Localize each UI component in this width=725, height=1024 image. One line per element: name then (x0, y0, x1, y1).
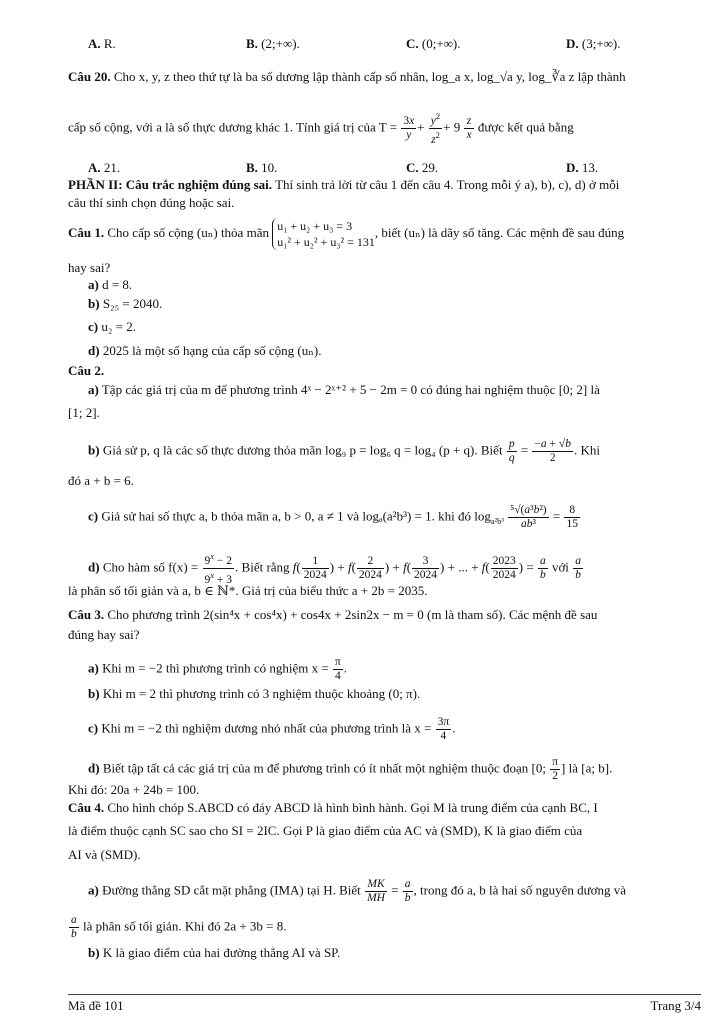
fraction-y2-z2: $\frac{y^2}{z^2}$ (430, 111, 441, 146)
c3-question: Câu 3. Cho phương trình 2(sin⁴x + cos⁴x) + cos4x + 2sin2x − m = 0 (m là tham số). Các mệnh đề sau (68, 607, 598, 622)
q19-option-d: D. (3;+∞). (566, 36, 621, 51)
c4-item-b: b) K là giao điểm của hai đường thẳng AI và SP. (88, 945, 341, 960)
fraction-root5: $\frac{\text{⁵√(a³b²)}}{\text{ab³}}$ (510, 504, 547, 530)
fraction-z-x: $\frac{z}{x}$ (466, 114, 472, 141)
q20-option-b: B. 10. (246, 160, 278, 175)
c2-item-b-cont: đó a + b = 6. (68, 473, 134, 488)
fraction-root-b: $\frac{-a + √b}{2}$ (534, 438, 571, 464)
fraction-mk-mh: $\frac{MK}{MH}$ (367, 878, 385, 904)
c1-question: Câu 1. Cho cấp số cộng (uₙ) thỏa mãn u₁ + u₂ + u₃ = 3 u₁² + u₂² + u₃² = 131 , biết (uₙ) là dãy số tăng. Các mệnh đề sau đúng (68, 219, 625, 249)
c3-item-d-cont: Khi đó: 20a + 24b = 100. (68, 782, 200, 797)
fraction-9x: $\frac{9^x - 2}{9^x + 3}$ (204, 551, 233, 586)
c3-question-cont: đúng hay sai? (68, 627, 140, 642)
c4-line3: AI và (SMD). (68, 847, 141, 862)
c3-item-d: d) Biết tập tất cả các giá trị của m để phương trình có ít nhất một nghiệm thuộc đoạn [0; $\frac{\pi}{2}$ ] là [a; b]. (88, 756, 613, 782)
c3-item-a: a) Khi m = −2 thì phương trình có nghiệm x = $\frac{\pi}{4}$ . (88, 656, 347, 682)
fraction-pi-4: $\frac{\pi}{4}$ (334, 656, 341, 682)
part2-header: PHẦN II: Câu trắc nghiệm đúng sai. Thí sinh trả lời từ câu 1 đến câu 4. Trong mỗi ý a), b), c), d) ở mỗi (68, 177, 620, 192)
q20-option-c: C. 29. (406, 160, 439, 175)
c2-item-c: c) Giả sử hai số thực a, b thỏa mãn a, b > 0, a ≠ 1 và logₐ(a²b³) = 1. khi đó $\log_{a^2b^3}$ $\frac{\text{⁵√(a³b²)}}{\text{ab³}}$ = $\frac{8}{15}$ (88, 504, 578, 530)
c2-item-a: a) Tập các giá trị của m để phương trình 4ˣ − 2ˣ⁺² + 5 − 2m = 0 có đúng hai nghiệm thuộc [0; 2] là (88, 382, 600, 397)
c3-item-c: c) Khi m = −2 thì nghiệm dương nhỏ nhất của phương trình là x = $\frac{3\pi}{4}$ . (88, 716, 456, 742)
c4-line1: Câu 4. Cho hình chóp S.ABCD có đáy ABCD là hình bình hành. Gọi M là trung điểm của cạnh BC, I (68, 800, 598, 815)
c4-line2: là điểm thuộc cạnh SC sao cho SI = 2IC. Gọi P là giao điểm của AC và (SMD), K là giao điểm của (68, 823, 583, 838)
fraction-a-b: $\frac{a}{b}$ (404, 878, 411, 904)
footer-code: Mã đề 101 (68, 998, 124, 1013)
c4-item-a-cont: $\frac{a}{b}$ là phân số tối giản. Khi đó 2a + 3b = 8. (71, 914, 287, 940)
c2-label: Câu 2. (68, 363, 105, 378)
c4-item-a: a) Đường thẳng SD cắt mặt phẳng (IMA) tại H. Biết $\frac{MK}{MH}$ = $\frac{a}{b}$ , trong đó a, b là hai số nguyên dương và (88, 878, 627, 904)
q20-option-d: D. 13. (566, 160, 599, 175)
q19-option-b: B. (2;+∞). (246, 36, 300, 51)
q20-line1: Câu 20. Cho x, y, z theo thứ tự là ba số dương lập thành cấp số nhân, log_a x, log_√a y, log_∛a z lập thành (68, 69, 626, 84)
q20-option-a: A. 21. (88, 160, 121, 175)
fraction-3pi-4: $\frac{3\pi}{4}$ (437, 716, 450, 742)
c2-item-d-cont: là phân số tối giản và a, b ∈ ℕ*. Giá trị của biểu thức a + 2b = 2035. (68, 583, 428, 598)
fraction-pi-2: $\frac{\pi}{2}$ (552, 756, 559, 782)
q19-option-a: A. R. (88, 36, 116, 51)
footer-page: Trang 3/4 (650, 998, 701, 1013)
c1-cont: hay sai? (68, 260, 111, 275)
fraction-p-q: $\frac{p}{q}$ (508, 438, 515, 464)
c2-item-b: b) Giả sử p, q là các số thực dương thỏa mãn log₉ p = log₆ q = log₄ (p + q). Biết $\frac{p}{q}$ = $\frac{-a + √b}{2}$ . Khi (88, 438, 600, 464)
c3-item-b: b) Khi m = 2 thì phương trình có 3 nghiệm thuộc khoảng (0; π). (88, 686, 421, 701)
part2-desc: câu thí sinh chọn đúng hoặc sai. (68, 195, 235, 210)
fraction-3x-y: $\frac{3x}{y}$ (403, 114, 415, 141)
c1-item-c: c) u₂ = 2. (88, 319, 136, 334)
c2-item-d: d) Cho hàm số f(x) = $\frac{9^x - 2}{9^x + 3}$ . Biết rằng f( $\frac{1}{2024}$ ) + f( $\frac{2}{2024}$ ) + f( $\frac{3}{2024}$ ) + ... + f( $\frac{2023}{2024}$ ) = $\frac{a}{b}$ với $\frac{a}{b}$ (88, 551, 581, 586)
fraction-a-b-2: $\frac{a}{b}$ (71, 914, 77, 940)
c1-item-a: a) d = 8. (88, 277, 133, 292)
c2-item-a-cont: [1; 2]. (68, 405, 100, 420)
equation-system: u₁ + u₂ + u₃ = 3 u₁² + u₂² + u₃² = 131 (272, 218, 375, 250)
c1-item-b: b) S₂₅ = 2040. (88, 296, 163, 311)
q19-option-c: C. (0;+∞). (406, 36, 461, 51)
fraction-8-15: $\frac{8}{15}$ (566, 504, 578, 530)
c1-item-d: d) 2025 là một số hạng của cấp số cộng (uₙ). (88, 343, 322, 358)
q20-line2: cấp số cộng, với a là số thực dương khác 1. Tính giá trị của T = $\frac{3x}{y}$ + $\frac{y^2}{z^2}$ + 9 $\frac{z}{x}$ được kết quả bằng (68, 111, 574, 146)
footer-divider (68, 994, 701, 995)
